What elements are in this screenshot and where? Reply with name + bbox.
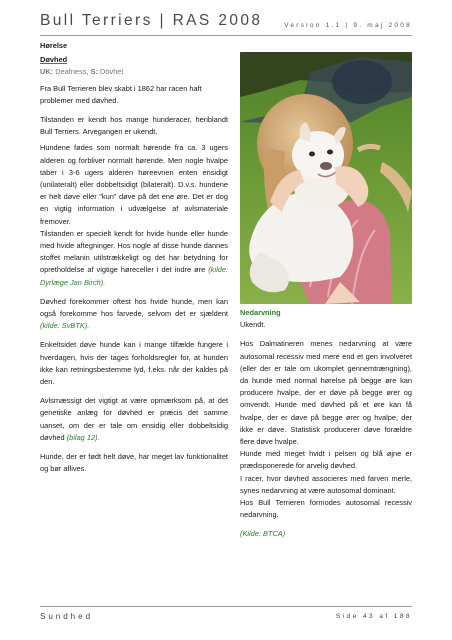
s-value: Dövhet xyxy=(100,67,124,77)
page-header xyxy=(40,10,412,38)
photo-illustration xyxy=(240,52,412,304)
inheritance-status: Ukendt. xyxy=(240,320,266,330)
breeding-text: Avlsmæssigt det vigtigt at være opmærksom på, at det genetiske anlæg for døvhed er præcis det samme uanset, om der er tale om ensidig eller dobbeltsidig døvhed xyxy=(40,396,228,442)
header-title: Bull Terriers | RAS 2008 xyxy=(40,12,263,29)
paragraph-hearing-loss: Hundene fødes som normalt hørende fra ca. 3 ugers alderen og forbliver normalt hørende. Men nogle hvalpe taber i 3-6 ugers alderen høreevnen enten ensidigt (unilateralt) eller dobbeltsidigt (bilateralt). D.v.s. hundene er helt døve eller "kun" døve på det ene øre. Det er dog en vigtig information i udvælgelse af avlsmateriale fremover. xyxy=(40,143,228,226)
paragraph-bull-terrier: Hos Bull Terrieren formodes autosomal recessiv nedarvning. xyxy=(240,498,412,520)
header-rule xyxy=(40,35,412,36)
paragraph-euthanasia: Hunde, der er født helt døve, har meget lav funktionalitet og bør aflives. xyxy=(40,452,228,474)
translations-line xyxy=(40,66,228,78)
paragraph-dalmatian: Hos Dalmatineren menes nedarvning at være autosomal recessiv med mere end et gen involveret (eller der er tale om ukomplet gennemtrængning), da hunde med normal hørelse på begge øre kan producere hvalpe, der er døve på begge ører og omvendt. Hunde med døvhed på et øre kan få hvalpe, der er døve på begge ører og hvalpe, der ikke er døve. Statistisk producerer døve forældre flere døve hvalpe. xyxy=(240,339,412,447)
s-label: S: xyxy=(90,67,98,77)
subsection-title: Døvhed xyxy=(40,55,68,65)
paragraph-unilateral: Enkeltsidet døve hunde kan i mange tilfælde fungere i hverdagen, hvis der tages forholdsregler for, at hunden ikke kan retningsbestemme lyd, f.eks. når der kaldes på den. xyxy=(40,340,228,387)
paragraph-condition: Tilstanden er kendt hos mange hunderacer, heriblandt Bull Terriers. Arvegangen er ukendt. xyxy=(40,115,228,137)
occurrence-text: Døvhed forekommer oftest hos hvide hunde, men kan også forekomme hos farvede, selvom det er sjældent xyxy=(40,296,228,319)
paragraph-occurrence xyxy=(40,296,228,333)
source-svbtk: (kilde: SvBTK). xyxy=(40,321,90,331)
source-appendix: (bilag 12). xyxy=(66,432,100,442)
left-column xyxy=(40,40,228,476)
photo-child-with-dog xyxy=(240,52,412,304)
section-title: Hørelse xyxy=(40,41,68,50)
white-dogs-text: Tilstanden er specielt kendt for hvide hunde eller hunde med hvide aftegninger. Hos nogle af disse hunde dannes stoffet melanin utilstrækkeligt og det har betydning for opretholdelse af vigtige høreceller i det indre øre xyxy=(40,228,228,275)
uk-value: Deafness, xyxy=(55,67,89,77)
footer-section: Sundhed xyxy=(40,612,94,621)
right-column xyxy=(240,307,412,541)
footer-rule xyxy=(40,606,412,607)
paragraph-origin: Fra Bull Terrieren blev skabt i 1862 har racen haft problemer med døvhed. xyxy=(40,83,202,105)
header-version: Version 1.1 | 9. maj 2008 xyxy=(284,22,412,29)
inheritance-title: Nedarvning xyxy=(240,308,281,317)
source-btca: (Kilde: BTCA) xyxy=(240,529,286,539)
uk-label: UK: xyxy=(40,67,54,77)
paragraph-white-dogs xyxy=(40,228,228,289)
source-birch: (kilde: Dyrlæge Jan Birch). xyxy=(40,265,228,287)
paragraph-breeding xyxy=(40,395,228,444)
footer-page-number: Side 43 af 188 xyxy=(335,613,412,620)
paragraph-blue-eyes: Hunde med meget hvidt i pelsen og blå øjne er prædisponerede for arvelig døvhed. xyxy=(240,449,412,471)
paragraph-merle: I racer, hvor døvhed associeres med farven merle, synes nedarvning at være autosomal dominant. xyxy=(240,473,412,495)
